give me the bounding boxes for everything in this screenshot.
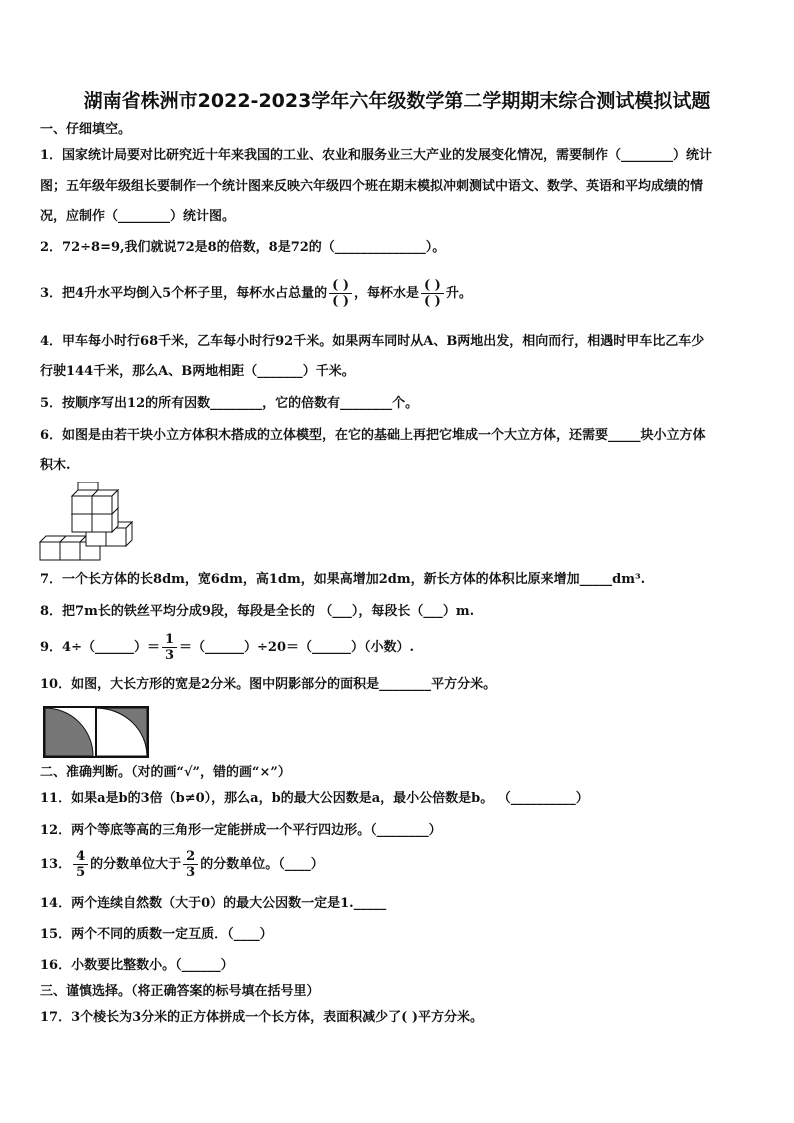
- question-9-text-b: ＝（______）÷20＝（______）（小数）.: [179, 640, 415, 655]
- question-17: 17．3个棱长为3分米的正方体拼成一个长方体，表面积减少了( )平方分米。: [40, 1010, 484, 1025]
- question-4-line-2: 行驶144千米，那么A、B两地相距（_______）千米。: [40, 364, 355, 379]
- question-15: 15．两个不同的质数一定互质．（____）: [40, 927, 273, 942]
- question-16: 16．小数要比整数小。（______）: [40, 958, 234, 973]
- question-3-text-b: ，每杯水是: [353, 286, 419, 301]
- question-13-fraction-1: [73, 849, 88, 880]
- page-title: 湖南省株洲市2022-2023学年六年级数学第二学期期末综合测试模拟试题: [83, 90, 711, 112]
- fraction-denominator: 5: [76, 865, 86, 880]
- question-13-fraction-2: [183, 849, 198, 880]
- question-12: 12．两个等底等高的三角形一定能拼成一个平行四边形。（________）: [40, 823, 442, 838]
- question-6-line-1: 6．如图是由若干块小立方体积木搭成的立体模型，在它的基础上再把它堆成一个大立方体，还需要_____块小立方体: [40, 428, 706, 443]
- question-3-text-c: 升。: [445, 286, 472, 301]
- fraction-denominator-blank: ( ): [423, 294, 441, 309]
- question-9-fraction: [162, 632, 177, 663]
- fraction-numerator: 2: [183, 849, 198, 865]
- question-1-line-3: 况，应制作（________）统计图。: [40, 209, 236, 224]
- question-13-text-c: 的分数单位。（____）: [200, 857, 324, 872]
- fraction-numerator-blank: ( ): [421, 278, 444, 294]
- fraction-numerator-blank: ( ): [329, 278, 352, 294]
- question-3-fraction-2: [421, 278, 444, 309]
- question-7: 7．一个长方体的长8dm，宽6dm，高1dm，如果高增加2dm，新长方体的体积比原来增加_____dm³.: [40, 572, 646, 587]
- question-8: 8．把7m长的铁丝平均分成9段，每段是全长的 （___），每段长（___）m.: [40, 604, 475, 619]
- fraction-denominator-blank: ( ): [332, 294, 349, 309]
- cube-model-figure: [38, 482, 142, 564]
- question-9-text-a: 9．4÷（______）＝: [40, 640, 160, 655]
- question-3-fraction-1: [329, 278, 352, 309]
- question-3: [40, 278, 472, 309]
- question-1-line-2: 图；五年级年级组长要制作一个统计图来反映六年级四个班在期末模拟冲刺测试中语文、数学、英语和平均成绩的情: [40, 179, 704, 194]
- question-6-line-2: 积木.: [40, 458, 71, 473]
- question-13-text-a: 13．: [40, 857, 72, 872]
- question-13-text-b: 的分数单位大于: [90, 857, 182, 872]
- question-3-text-a: 3．把4升水平均倒入5个杯子里，每杯水占总量的: [40, 286, 328, 301]
- question-11: 11．如果a是b的3倍（b≠0），那么a，b的最大公因数是a，最小公倍数是b。 （__________）: [40, 791, 589, 806]
- section-1-heading: 一、仔细填空。: [40, 122, 132, 137]
- fraction-numerator: 4: [73, 849, 88, 865]
- fraction-denominator: 3: [164, 648, 175, 663]
- fraction-numerator: 1: [162, 632, 177, 648]
- question-5: 5．按顺序写出12的所有因数________，它的倍数有________个。: [40, 396, 419, 411]
- fraction-denominator: 3: [186, 865, 196, 880]
- question-2: 2．72÷8=9,我们就说72是8的倍数，8是72的（______________）。: [40, 240, 446, 255]
- question-4-line-1: 4．甲车每小时行68千米，乙车每小时行92千米。如果两车同时从A、B两地出发，相向而行，相遇时甲车比乙车少: [40, 334, 705, 349]
- section-3-heading: 三、谨慎选择。（将正确答案的标号填在括号里）: [40, 984, 320, 999]
- question-9: [40, 632, 414, 663]
- question-10: 10．如图，大长方形的宽是2分米。图中阴影部分的面积是________平方分米。: [40, 677, 497, 692]
- section-2-heading: 二、准确判断。（对的画“√”，错的画“×”）: [40, 765, 291, 780]
- shaded-rectangle-figure: [42, 704, 150, 758]
- question-13: [40, 849, 324, 880]
- question-1-line-1: 1．国家统计局要对比研究近十年来我国的工业、农业和服务业三大产业的发展变化情况，需要制作（________）统计: [40, 148, 713, 163]
- question-14: 14．两个连续自然数（大于0）的最大公因数一定是1._____: [40, 896, 387, 911]
